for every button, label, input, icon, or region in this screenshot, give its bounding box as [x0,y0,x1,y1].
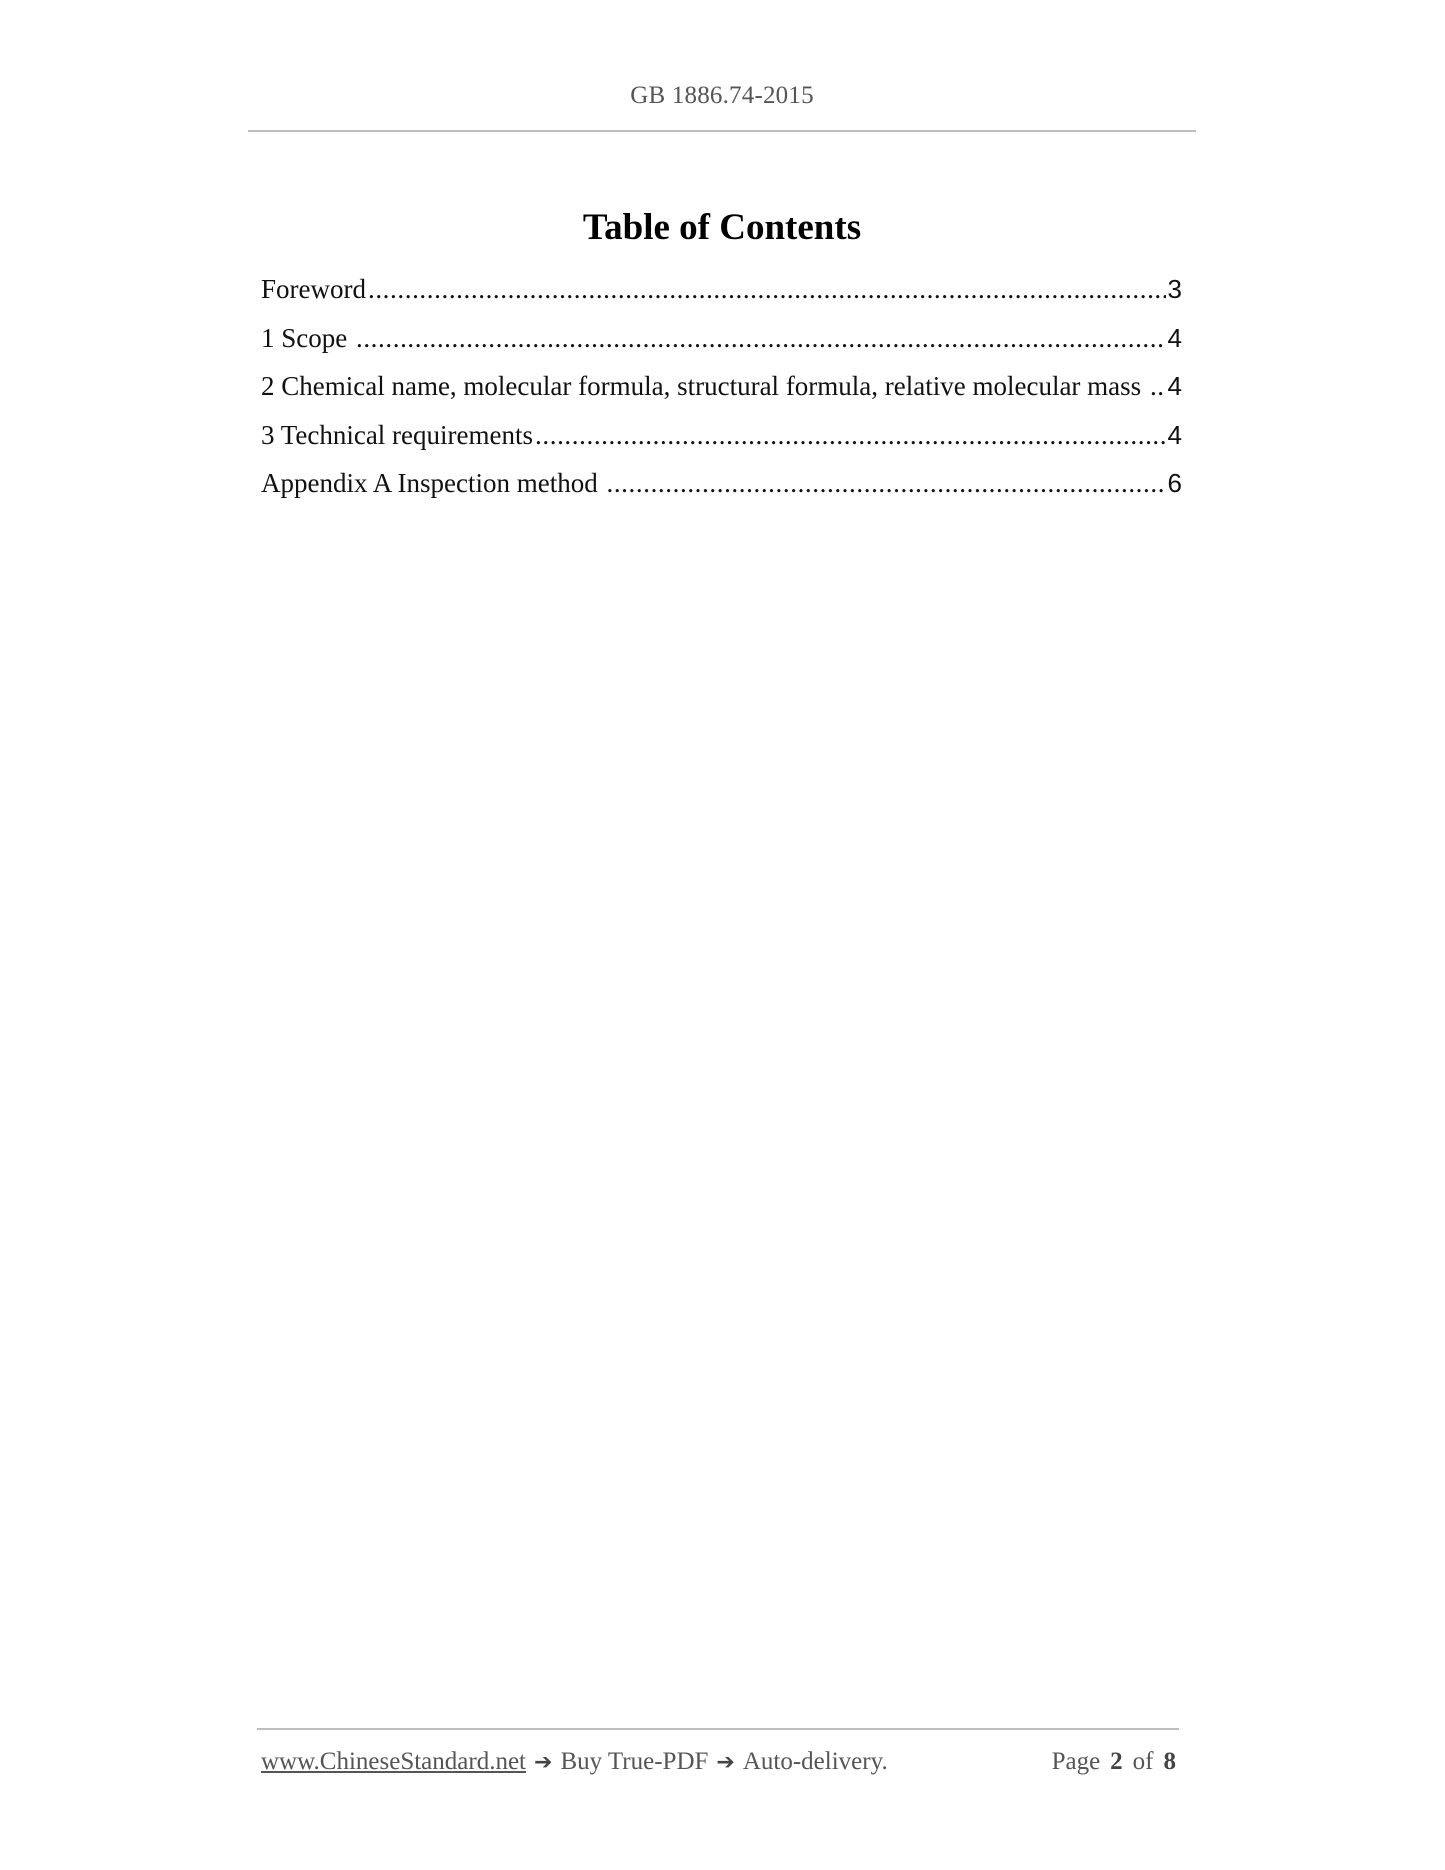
toc-leader-dots [535,420,1166,451]
page-number [1052,1748,1176,1776]
toc-leader-dots [1150,371,1166,402]
toc-entry-page: 3 [1167,274,1182,304]
toc-entry-appendix-a[interactable] [261,468,1182,517]
toc-entry-page: 6 [1167,468,1182,498]
toc-entry-label: 1 Scope [261,322,354,353]
toc-entry-page: 4 [1167,371,1182,401]
right-arrow-icon: ➔ [716,1750,735,1775]
total-pages-number: 8 [1163,1748,1176,1775]
right-arrow-icon: ➔ [534,1750,553,1775]
toc-leader-dots [356,323,1166,354]
toc-entry-label: Foreword [261,274,366,304]
toc-list [261,274,1182,517]
page-footer [261,1748,1176,1776]
toc-entry-label: Appendix A Inspection method [261,468,605,498]
page-word: Page [1051,1748,1101,1775]
toc-entry-label: 2 Chemical name, molecular formula, structural formula, relative molecular mass [261,371,1148,401]
page-header-doc-code: GB 1886.74-2015 [630,82,814,109]
of-word: of [1132,1748,1154,1775]
toc-entry-chemical-name[interactable] [261,371,1182,420]
footer-step-delivery: Auto-delivery. [742,1748,888,1775]
toc-entry-label: 3 Technical requirements [261,419,534,450]
toc-entry-technical-requirements[interactable] [261,420,1182,469]
toc-entry-scope[interactable] [261,323,1182,372]
toc-entry-foreword[interactable] [261,274,1182,323]
footer-promo [261,1748,888,1776]
header-divider [248,130,1196,132]
toc-title: Table of Contents [582,207,862,248]
toc-entry-page: 4 [1167,322,1182,353]
toc-leader-dots [368,274,1166,305]
footer-divider [257,1728,1179,1730]
toc-entry-page: 4 [1167,419,1182,450]
toc-leader-dots [606,468,1165,499]
website-link[interactable]: www.ChineseStandard.net [261,1748,526,1775]
current-page-number: 2 [1110,1748,1123,1775]
footer-step-buy: Buy True-PDF [560,1748,709,1775]
